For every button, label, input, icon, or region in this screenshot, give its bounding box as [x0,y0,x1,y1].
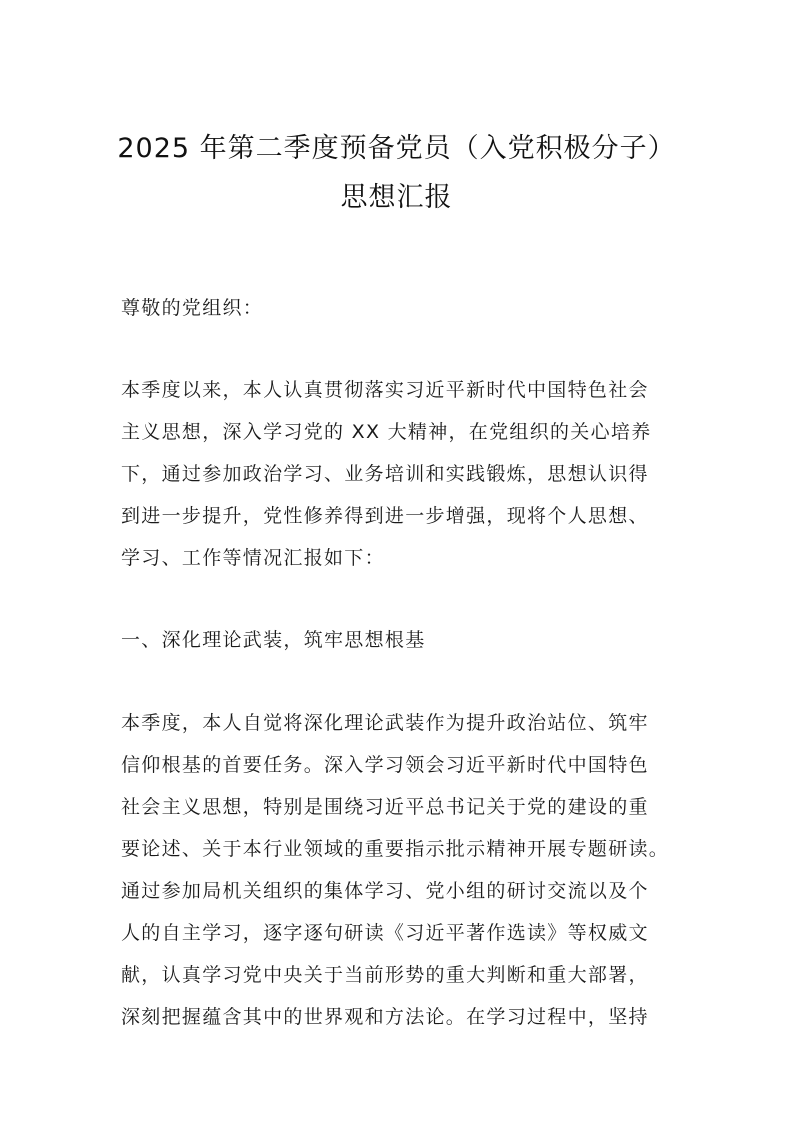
section-1-line: 信仰根基的首要任务。深入学习领会习近平新时代中国特色 [121,754,649,776]
section-1-line: 本季度，本人自觉将深化理论武装作为提升政治站位、筑牢 [121,712,649,734]
document-title-line-2: 思想汇报 [340,182,453,213]
document-title-line-1: 2025 年第二季度预备党员（入党积极分子） [117,133,676,164]
section-1-line: 人的自主学习，逐字逐句研读《习近平著作选读》等权威文 [121,922,649,944]
section-1-line: 社会主义思想，特别是围绕习近平总书记关于党的建设的重 [121,796,649,818]
section-1-line: 深刻把握蕴含其中的世界观和方法论。在学习过程中，坚持 [121,1006,649,1028]
section-1-line: 献，认真学习党中央关于当前形势的重大判断和重大部署， [121,964,649,986]
intro-line: 学习、工作等情况汇报如下： [121,547,385,569]
section-1-heading: 一、深化理论武装，筑牢思想根基 [121,629,426,651]
salutation: 尊敬的党组织： [121,297,264,319]
intro-line: 主义思想，深入学习党的 XX 大精神，在党组织的关心培养 [121,421,652,443]
intro-line: 下，通过参加政治学习、业务培训和实践锻炼，思想认识得 [121,463,649,485]
intro-line: 到进一步提升，党性修养得到进一步增强，现将个人思想、 [121,505,649,527]
intro-line: 本季度以来，本人认真贯彻落实习近平新时代中国特色社会 [121,379,649,401]
section-1-line: 通过参加局机关组织的集体学习、党小组的研讨交流以及个 [121,880,649,902]
section-1-line: 要论述、关于本行业领域的重要指示批示精神开展专题研读。 [121,838,670,860]
